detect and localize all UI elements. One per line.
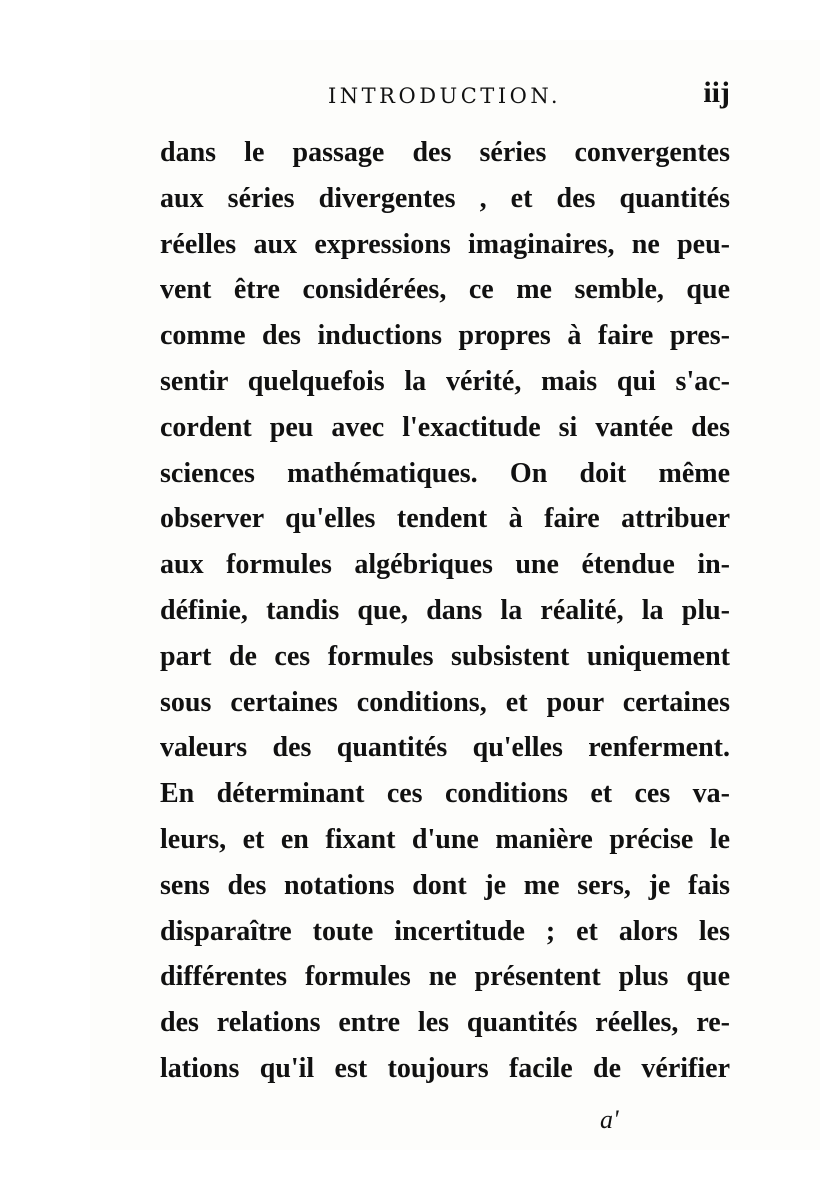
- body-text: [160, 130, 730, 1092]
- text-line: cordent peu avec l'exactitude si vantée des: [160, 411, 730, 443]
- running-title: INTRODUCTION.: [328, 84, 562, 108]
- text-line: aux formules algébriques une étendue in-: [160, 549, 730, 581]
- signature-mark: a': [600, 1105, 619, 1134]
- text-line: part de ces formules subsistent uniquement: [160, 640, 730, 672]
- text-line: comme des inductions propres à faire pres-: [160, 320, 730, 352]
- text-line: leurs, et en fixant d'une manière précise le: [160, 823, 730, 855]
- text-line: dans le passage des séries convergentes: [160, 137, 730, 168]
- text-line: sous certaines conditions, et pour certaines: [160, 686, 730, 718]
- page-number: iij: [703, 76, 730, 109]
- text-line: vent être considérées, ce me semble, que: [160, 274, 730, 306]
- text-line: définie, tandis que, dans la réalité, la plu-: [160, 594, 730, 626]
- text-line: sentir quelquefois la vérité, mais qui s'ac-: [160, 365, 730, 397]
- running-head: [160, 70, 730, 120]
- text-line: réelles aux expressions imaginaires, ne peu-: [160, 228, 730, 260]
- text-line: aux séries divergentes , et des quantités: [160, 182, 730, 214]
- text-line: sens des notations dont je me sers, je fais: [160, 869, 730, 901]
- text-line: valeurs des quantités qu'elles renferment.: [160, 732, 730, 764]
- text-line: lations qu'il est toujours facile de vérifier: [160, 1052, 730, 1084]
- text-line: observer qu'elles tendent à faire attribuer: [160, 503, 730, 535]
- text-line: disparaître toute incertitude ; et alors les: [160, 915, 730, 947]
- text-line: sciences mathématiques. On doit même: [160, 457, 730, 489]
- text-line: des relations entre les quantités réelles, re-: [160, 1007, 730, 1039]
- text-line: différentes formules ne présentent plus que: [160, 961, 730, 993]
- text-line: En déterminant ces conditions et ces va-: [160, 778, 730, 810]
